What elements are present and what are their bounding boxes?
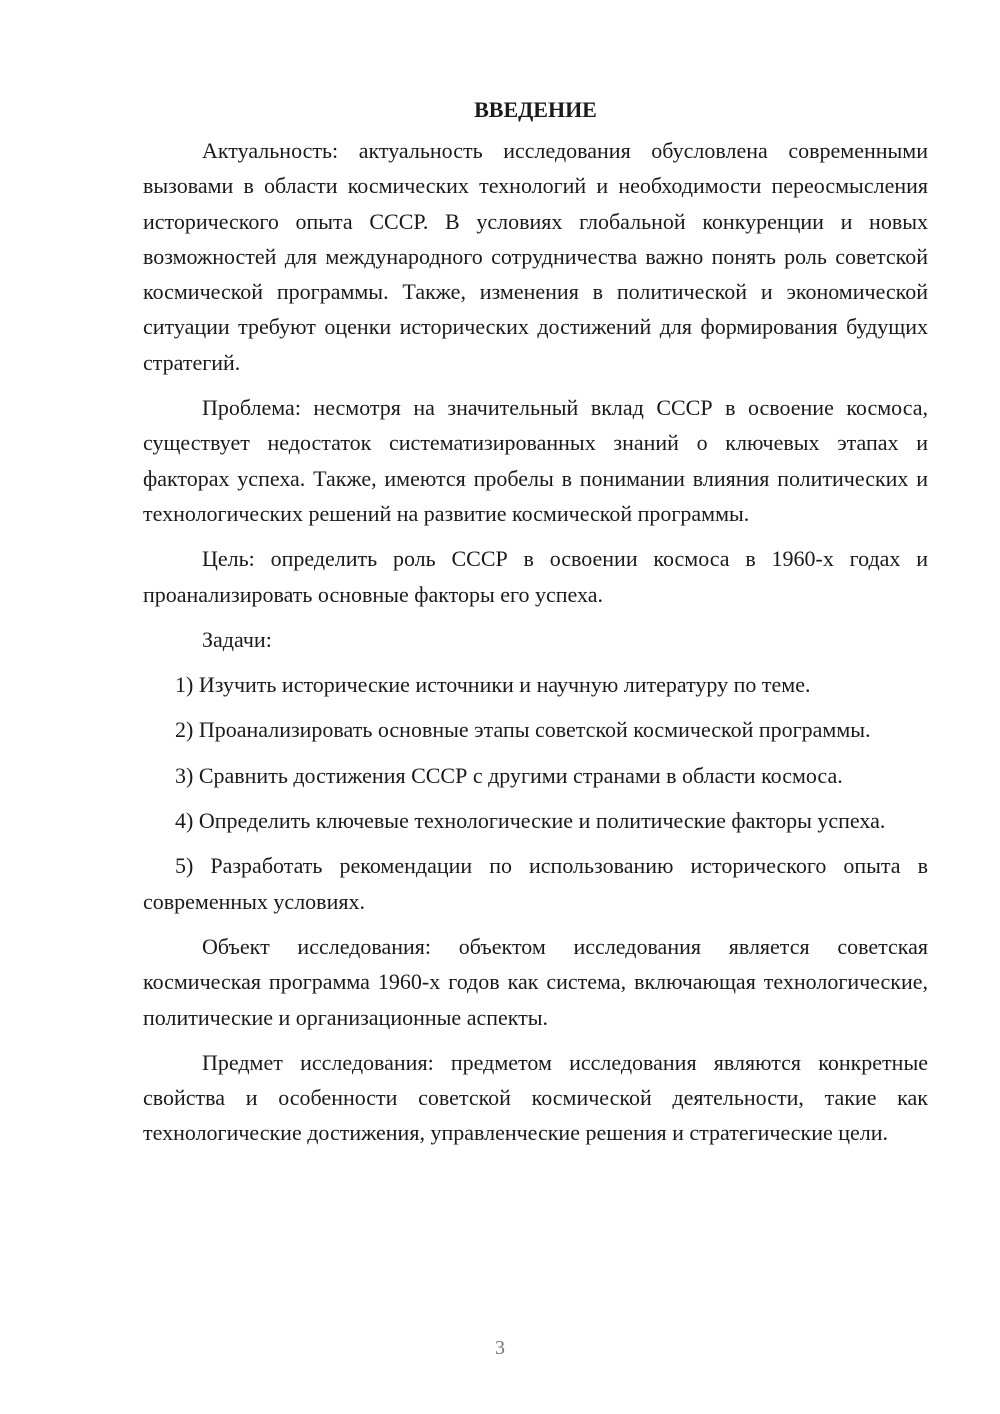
page-number: 3 xyxy=(495,1337,505,1359)
task-item: 2) Проанализировать основные этапы советской космической программы. xyxy=(175,717,871,743)
goal-paragraph: Цель: определить роль СССР в освоении космоса в 1960-х годах и проанализировать основные факторы его успеха. xyxy=(143,546,928,607)
problem-paragraph: Проблема: несмотря на значительный вклад СССР в освоение космоса, существует недостаток систематизированных знаний о ключевых этапах и факторах успеха. Также, имеются пробелы в понимании влияния политических и технологических решений на развитие космической программы. xyxy=(143,395,928,526)
page-title: ВВЕДЕНИЕ xyxy=(474,97,597,122)
task-item: 1) Изучить исторические источники и научную литературу по теме. xyxy=(175,672,811,698)
relevance-paragraph: Актуальность: актуальность исследования обусловлена современными вызовами в области космических технологий и необходимости переосмысления исторического опыта СССР. В условиях глобальной конкуренции и новых возможностей для международного сотрудничества важно понять роль советской космической программы. Также, изменения в политической и экономической ситуации требуют оценки исторических достижений для формирования будущих стратегий. xyxy=(143,138,928,375)
task-item: 3) Сравнить достижения СССР с другими странами в области космоса. xyxy=(175,762,843,788)
task-item: 5) Разработать рекомендации по использованию исторического опыта в современных условиях. xyxy=(143,853,928,914)
tasks-heading: Задачи: xyxy=(202,626,272,652)
subject-paragraph: Предмет исследования: предметом исследования являются конкретные свойства и особенности советской космической деятельности, такие как технологические достижения, управленческие решения и стратегические цели. xyxy=(143,1049,928,1146)
task-item: 4) Определить ключевые технологические и политические факторы успеха. xyxy=(175,808,886,834)
document-page xyxy=(143,96,928,1161)
object-paragraph: Объект исследования: объектом исследования является советская космическая программа 1960-х годов как система, включающая технологические, политические и организационные аспекты. xyxy=(143,933,928,1030)
